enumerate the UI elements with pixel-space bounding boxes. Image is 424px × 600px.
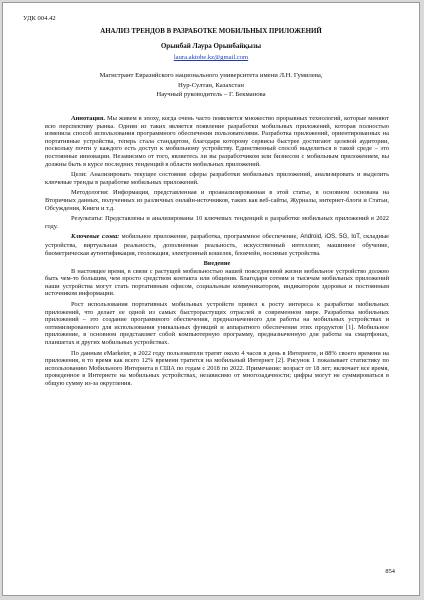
keywords-line2: складные устройства, виртуальная реальность, дополненная реальность, искусственный интеллект, машинное обучение, биометрическая аутентификация, геолокация, электронный кошелек, блокчейн, носимые устройства.: [45, 233, 389, 257]
abstract-text: Мы живем в эпоху, когда очень часто появляется множество прорывных технологий, которые меняют всю перспективу рынка. Одним из таких является появление разработки мобильных приложений, которая полностью изменила способ использования программного обеспечения пользователями. Разработка приложений, ориентированных на портативные устройства, теперь стала стандартом, благодаря которому сервисы быстрее достигают целевой аудитории, поскольку почти у каждого есть доступ к мобильному устройству. Единственный способ выделиться в такой среде – это постоянные инновации. Независимо от того, являетесь ли вы разработчиком или бизнесом с мобильным приложением, вы должны быть в курсе последних тенденций в области мобильных приложений.: [45, 115, 389, 168]
author-name: Орынбай Лаура Орынбайқызы: [160, 42, 262, 50]
intro-paragraph-1: В настоящее время, в связи с растущей мобильностью нашей повседневной жизни мобильное устройство должно быть чем-то большим, чем просто средством контакта или общения. Благодаря сотням и тысячам мобильных приложений наши устройства могут стать портативным офисом, социальным коммуникатором, индикатором здоровья и постоянным источником информации.: [45, 267, 389, 298]
results-paragraph: Результаты: Представлены и анализированы 10 ключевых тенденций в разработке мобильных приложений в 2022 году.: [45, 215, 389, 230]
affiliation-city: Нур-Султан, Казахстан: [178, 81, 244, 89]
abstract-label: Аннотация.: [71, 115, 105, 122]
paper-title: АНАЛИЗ ТРЕНДОВ В РАЗРАБОТКЕ МОБИЛЬНЫХ ПРИЛОЖЕНИЙ: [100, 28, 322, 35]
affiliation-supervisor: Научный руководитель – Г. Бекманова: [156, 91, 266, 99]
keywords-paragraph: [45, 233, 389, 257]
udk-code: УДК 004.42: [23, 15, 56, 22]
abstract-paragraph: [45, 115, 389, 168]
intro-heading: Введение: [203, 260, 231, 268]
affiliation-block: [43, 71, 379, 100]
affiliation-university: Магистрант Евразийского национального университета имени Л.Н. Гумилева,: [99, 72, 323, 79]
document-page: [2, 2, 420, 596]
intro-paragraph-3: По данным eMarketer, в 2022 году пользователи тратят около 4 часов в день в Интернете, и 88% своего времени на приложения, в то время как всего 12% времени тратятся на мобильный Интернет [2]. Рисунок 1 показывает статистику по использованию Мобильного Интернета в США по годам с 2018 по 2022. Примечание: возраст от 18 лет; включает все время, проведенное в Интернете на мобильных устройствах, независимо от многозадачности; цифры могут не суммироваться в общую сумму из-за округления.: [45, 349, 389, 387]
keywords-tech: Android, iOS, 5G, IoT,: [300, 234, 361, 241]
keywords-line1: мобильное приложение, разработка, программное обеспечение,: [119, 233, 299, 241]
page-number: 854: [385, 568, 395, 575]
author-email-link[interactable]: laura.aktobe.kz@gmail.com: [173, 54, 249, 61]
keywords-label: Ключевые слова:: [71, 233, 120, 241]
goal-paragraph: Цели: Анализировать текущее состояние сферы разработки мобильных приложений, анализировать и выделить ключевые тренды в разработке мобильных приложений.: [45, 171, 389, 186]
paper-body: [45, 115, 389, 388]
methodology-paragraph: Методология: Информация, представленная и проанализированная в этой статье, в основном основана на Вторичных данных, полученных из различных онлайн-источников, таких как веб-сайты, Журналы, интернет-блоги и Статьи, Обсуждения, Книги и т.д.: [45, 189, 389, 212]
intro-paragraph-2: Рост использования портативных мобильных устройств привел к росту интереса к разработке мобильных приложений, что делает ее одной из самых быстрорастущих отраслей в современном мире. Разработка мобильных приложений – это создание программного обеспечения, предназначенного для работы на мобильных устройствах и оптимизированного для использования уникальных функций и аппаратного обеспечения этих продуктов [1]. Мобильное приложение, в основном представляет собой компьютерную программу, предназначенную для работы на смартфонах, планшетах и других мобильных устройствах.: [45, 301, 389, 347]
